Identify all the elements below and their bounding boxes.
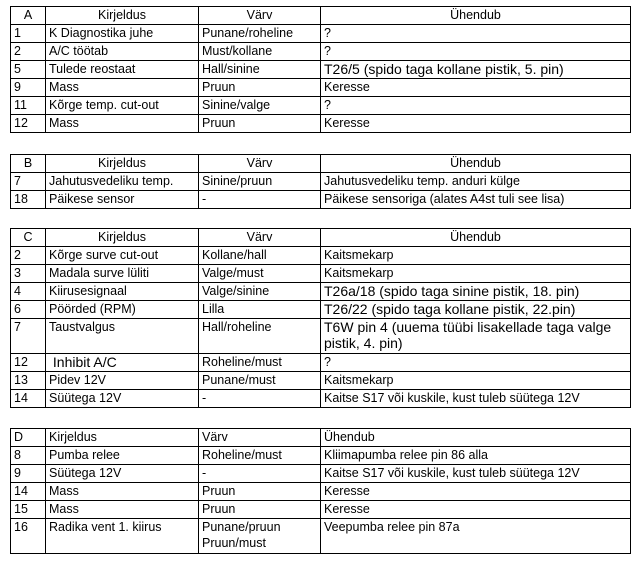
description-cell: Tulede reostaat bbox=[46, 61, 199, 79]
description-cell: Pöörded (RPM) bbox=[46, 301, 199, 319]
color-cell: Valge/must bbox=[199, 265, 321, 283]
pin-cell: 18 bbox=[11, 191, 46, 209]
table-row bbox=[11, 247, 631, 265]
connection-cell: Kaitse S17 või kuskile, kust tuleb süütega 12V bbox=[321, 465, 631, 483]
table-row bbox=[11, 43, 631, 61]
pin-cell: 1 bbox=[11, 25, 46, 43]
header-kirjeldus: Kirjeldus bbox=[46, 7, 199, 25]
color-cell: Pruun bbox=[199, 115, 321, 133]
table-row bbox=[11, 97, 631, 115]
table-row bbox=[11, 483, 631, 501]
color-cell: Valge/sinine bbox=[199, 283, 321, 301]
connection-cell: Kaitsmekarp bbox=[321, 372, 631, 390]
pin-cell: 12 bbox=[11, 354, 46, 372]
table-row bbox=[11, 283, 631, 301]
table-row bbox=[11, 61, 631, 79]
connection-cell: ? bbox=[321, 354, 631, 372]
color-cell: Roheline/must bbox=[199, 354, 321, 372]
description-cell: Radika vent 1. kiirus bbox=[46, 519, 199, 554]
table-row bbox=[11, 265, 631, 283]
color-cell: - bbox=[199, 465, 321, 483]
connection-cell: ? bbox=[321, 97, 631, 115]
pin-cell: 4 bbox=[11, 283, 46, 301]
description-cell: Jahutusvedeliku temp. bbox=[46, 173, 199, 191]
color-cell: Punane/pruun Pruun/must bbox=[199, 519, 321, 554]
connection-cell: T26/22 (spido taga kollane pistik, 22.pin) bbox=[321, 301, 631, 319]
description-cell: Süütega 12V bbox=[46, 465, 199, 483]
color-cell: Must/kollane bbox=[199, 43, 321, 61]
section-letter: B bbox=[11, 155, 46, 173]
pin-cell: 7 bbox=[11, 173, 46, 191]
pin-cell: 13 bbox=[11, 372, 46, 390]
connection-cell: Päikese sensoriga (alates A4st tuli see lisa) bbox=[321, 191, 631, 209]
color-cell: Roheline/must bbox=[199, 447, 321, 465]
table-row bbox=[11, 319, 631, 354]
pin-cell: 9 bbox=[11, 465, 46, 483]
pin-cell: 6 bbox=[11, 301, 46, 319]
pin-cell: 2 bbox=[11, 43, 46, 61]
pin-cell: 15 bbox=[11, 501, 46, 519]
description-cell: Mass bbox=[46, 483, 199, 501]
table-row bbox=[11, 447, 631, 465]
connection-cell: Keresse bbox=[321, 501, 631, 519]
header-varv: Värv bbox=[199, 429, 321, 447]
table-header-row bbox=[11, 229, 631, 247]
pin-cell: 9 bbox=[11, 79, 46, 97]
connection-cell: Kaitsmekarp bbox=[321, 247, 631, 265]
color-cell: Kollane/hall bbox=[199, 247, 321, 265]
table-row bbox=[11, 79, 631, 97]
table-row bbox=[11, 501, 631, 519]
table-a bbox=[10, 6, 631, 133]
description-cell: Pidev 12V bbox=[46, 372, 199, 390]
pin-cell: 7 bbox=[11, 319, 46, 354]
description-cell: Mass bbox=[46, 115, 199, 133]
description-cell: Mass bbox=[46, 501, 199, 519]
description-cell: Taustvalgus bbox=[46, 319, 199, 354]
header-uhendub: Ühendub bbox=[321, 7, 631, 25]
pin-cell: 8 bbox=[11, 447, 46, 465]
table-row bbox=[11, 301, 631, 319]
header-kirjeldus: Kirjeldus bbox=[46, 229, 199, 247]
table-header-row bbox=[11, 7, 631, 25]
table-row bbox=[11, 115, 631, 133]
header-uhendub: Ühendub bbox=[321, 429, 631, 447]
color-cell: Sinine/pruun bbox=[199, 173, 321, 191]
pin-cell: 14 bbox=[11, 483, 46, 501]
table-c bbox=[10, 228, 631, 408]
header-varv: Värv bbox=[199, 7, 321, 25]
description-cell: Süütega 12V bbox=[46, 390, 199, 408]
connection-cell: Kaitsmekarp bbox=[321, 265, 631, 283]
pin-cell: 11 bbox=[11, 97, 46, 115]
table-header-row bbox=[11, 429, 631, 447]
table-b bbox=[10, 154, 631, 209]
connection-cell: Keresse bbox=[321, 483, 631, 501]
connection-cell: Veepumba relee pin 87a bbox=[321, 519, 631, 554]
connection-cell: Keresse bbox=[321, 115, 631, 133]
color-cell: Hall/sinine bbox=[199, 61, 321, 79]
color-cell: Pruun bbox=[199, 79, 321, 97]
description-cell: Madala surve lüliti bbox=[46, 265, 199, 283]
header-uhendub: Ühendub bbox=[321, 155, 631, 173]
connection-cell: ? bbox=[321, 25, 631, 43]
table-row bbox=[11, 519, 631, 554]
color-cell: Punane/must bbox=[199, 372, 321, 390]
connection-cell: T6W pin 4 (uuema tüübi lisakellade taga valge pistik, 4. pin) bbox=[321, 319, 631, 354]
pin-cell: 5 bbox=[11, 61, 46, 79]
table-d bbox=[10, 428, 631, 554]
description-cell: Kiirusesignaal bbox=[46, 283, 199, 301]
pin-cell: 14 bbox=[11, 390, 46, 408]
connection-cell: ? bbox=[321, 43, 631, 61]
connection-cell: Kaitse S17 või kuskile, kust tuleb süütega 12V bbox=[321, 390, 631, 408]
color-cell: - bbox=[199, 390, 321, 408]
description-cell: K Diagnostika juhe bbox=[46, 25, 199, 43]
header-kirjeldus: Kirjeldus bbox=[46, 429, 199, 447]
color-cell: Lilla bbox=[199, 301, 321, 319]
color-cell: Pruun bbox=[199, 483, 321, 501]
connection-cell: T26/5 (spido taga kollane pistik, 5. pin) bbox=[321, 61, 631, 79]
section-letter: C bbox=[11, 229, 46, 247]
table-row bbox=[11, 465, 631, 483]
description-cell: A/C töötab bbox=[46, 43, 199, 61]
description-cell: Mass bbox=[46, 79, 199, 97]
description-cell: Kõrge surve cut-out bbox=[46, 247, 199, 265]
color-cell: Pruun bbox=[199, 501, 321, 519]
connection-cell: T26a/18 (spido taga sinine pistik, 18. pin) bbox=[321, 283, 631, 301]
table-row bbox=[11, 173, 631, 191]
header-uhendub: Ühendub bbox=[321, 229, 631, 247]
pin-cell: 2 bbox=[11, 247, 46, 265]
section-letter: D bbox=[11, 429, 46, 447]
color-cell: - bbox=[199, 191, 321, 209]
description-cell: Pumba relee bbox=[46, 447, 199, 465]
pin-cell: 12 bbox=[11, 115, 46, 133]
connection-cell: Keresse bbox=[321, 79, 631, 97]
description-cell: Päikese sensor bbox=[46, 191, 199, 209]
color-cell: Sinine/valge bbox=[199, 97, 321, 115]
table-row bbox=[11, 372, 631, 390]
description-cell: Inhibit A/C bbox=[46, 354, 199, 372]
header-varv: Värv bbox=[199, 155, 321, 173]
connection-cell: Jahutusvedeliku temp. anduri külge bbox=[321, 173, 631, 191]
description-cell: Kõrge temp. cut-out bbox=[46, 97, 199, 115]
header-kirjeldus: Kirjeldus bbox=[46, 155, 199, 173]
header-varv: Värv bbox=[199, 229, 321, 247]
table-row bbox=[11, 354, 631, 372]
pin-cell: 3 bbox=[11, 265, 46, 283]
table-row bbox=[11, 191, 631, 209]
table-row bbox=[11, 390, 631, 408]
table-row bbox=[11, 25, 631, 43]
section-letter: A bbox=[11, 7, 46, 25]
table-header-row bbox=[11, 155, 631, 173]
pin-cell: 16 bbox=[11, 519, 46, 554]
connection-cell: Kliimapumba relee pin 86 alla bbox=[321, 447, 631, 465]
color-cell: Punane/roheline bbox=[199, 25, 321, 43]
color-cell: Hall/roheline bbox=[199, 319, 321, 354]
